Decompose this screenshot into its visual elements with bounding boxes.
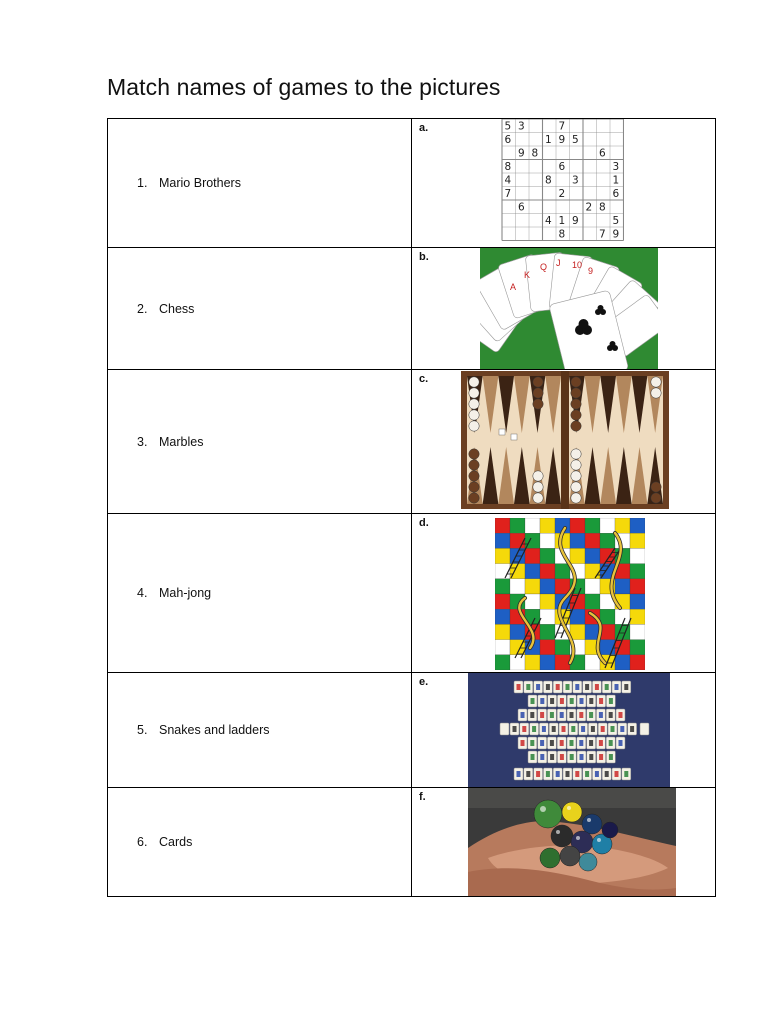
table-row xyxy=(108,370,716,514)
worksheet-title: Match names of games to the pictures xyxy=(107,74,501,100)
game-name: Mario Brothers xyxy=(159,176,241,190)
sudoku-digit: 7 xyxy=(504,188,512,200)
sudoku-digit: 6 xyxy=(504,134,512,146)
snakes-and-ladders-board-image xyxy=(495,518,645,670)
sudoku-digit: 9 xyxy=(612,228,620,241)
game-name-cell xyxy=(108,514,412,673)
game-name: Chess xyxy=(159,301,195,316)
table-row xyxy=(108,514,716,673)
sudoku-digit: 9 xyxy=(572,215,579,227)
table-row xyxy=(108,248,716,370)
sudoku-digit: 5 xyxy=(612,215,620,227)
sudoku-digit: 8 xyxy=(504,161,512,173)
svg-text:K: K xyxy=(524,270,531,280)
item-number: 5. xyxy=(137,723,148,737)
sudoku-digit: 8 xyxy=(558,228,566,241)
sudoku-digit: 6 xyxy=(599,147,606,160)
picture-letter: a. xyxy=(419,122,429,134)
item-number: 6. xyxy=(137,835,148,849)
picture-cell xyxy=(412,119,716,248)
svg-text:9: 9 xyxy=(588,266,594,276)
picture-cell xyxy=(412,788,716,897)
game-name: Snakes and ladders xyxy=(159,723,270,737)
picture-letter: c. xyxy=(419,373,429,385)
picture-cell xyxy=(412,514,716,673)
sudoku-digit: 4 xyxy=(545,215,552,227)
table-row xyxy=(108,119,716,248)
sudoku-digit: 8 xyxy=(531,147,539,160)
svg-text:Q: Q xyxy=(540,262,548,272)
marbles-in-hands-image xyxy=(468,788,676,896)
sudoku-digit: 9 xyxy=(518,147,525,160)
game-name: Marbles xyxy=(159,434,204,449)
picture-letter: d. xyxy=(419,517,429,529)
picture-letter: f. xyxy=(419,791,426,803)
sudoku-digit: 2 xyxy=(558,188,566,200)
sudoku-digit: 1 xyxy=(612,174,620,187)
picture-cell xyxy=(412,673,716,788)
matching-table xyxy=(107,118,716,897)
sudoku-digit: 4 xyxy=(504,174,512,187)
svg-text:A: A xyxy=(510,282,517,292)
playing-cards-image xyxy=(480,248,658,369)
sudoku-digit: 6 xyxy=(518,201,525,214)
game-name-cell xyxy=(108,370,412,514)
item-number: 2. xyxy=(137,301,148,316)
item-number: 3. xyxy=(137,434,148,449)
sudoku-digit: 3 xyxy=(572,174,579,187)
table-row xyxy=(108,788,716,897)
sudoku-image xyxy=(500,119,624,247)
item-number: 1. xyxy=(137,176,148,190)
picture-cell xyxy=(412,370,716,514)
picture-letter: e. xyxy=(419,676,429,688)
sudoku-digit: 2 xyxy=(585,201,593,214)
game-name-cell xyxy=(108,248,412,370)
sudoku-digit: 1 xyxy=(558,215,566,227)
game-name-cell xyxy=(108,673,412,788)
picture-letter: b. xyxy=(419,251,429,263)
game-name-cell xyxy=(108,788,412,897)
picture-cell xyxy=(412,248,716,370)
svg-text:J: J xyxy=(556,258,561,268)
sudoku-digit: 9 xyxy=(558,134,566,146)
svg-text:10: 10 xyxy=(572,260,583,270)
game-name: Cards xyxy=(159,835,193,849)
sudoku-digit: 6 xyxy=(558,161,566,173)
sudoku-digit: 5 xyxy=(572,134,579,146)
table-row xyxy=(108,673,716,788)
sudoku-digit: 7 xyxy=(599,228,606,241)
sudoku-digit: 5 xyxy=(504,120,512,133)
item-number: 4. xyxy=(137,586,148,600)
mahjong-tiles-image xyxy=(468,673,670,787)
sudoku-digit: 3 xyxy=(518,120,525,133)
sudoku-digit: 3 xyxy=(612,161,620,173)
game-name-cell xyxy=(108,119,412,248)
sudoku-digit: 8 xyxy=(599,201,606,214)
sudoku-digit: 6 xyxy=(612,188,620,200)
backgammon-board-image xyxy=(461,371,669,509)
game-name: Mah-jong xyxy=(159,586,212,600)
sudoku-digit: 7 xyxy=(558,120,566,133)
sudoku-digit: 1 xyxy=(545,134,552,146)
sudoku-digit: 8 xyxy=(545,174,552,187)
